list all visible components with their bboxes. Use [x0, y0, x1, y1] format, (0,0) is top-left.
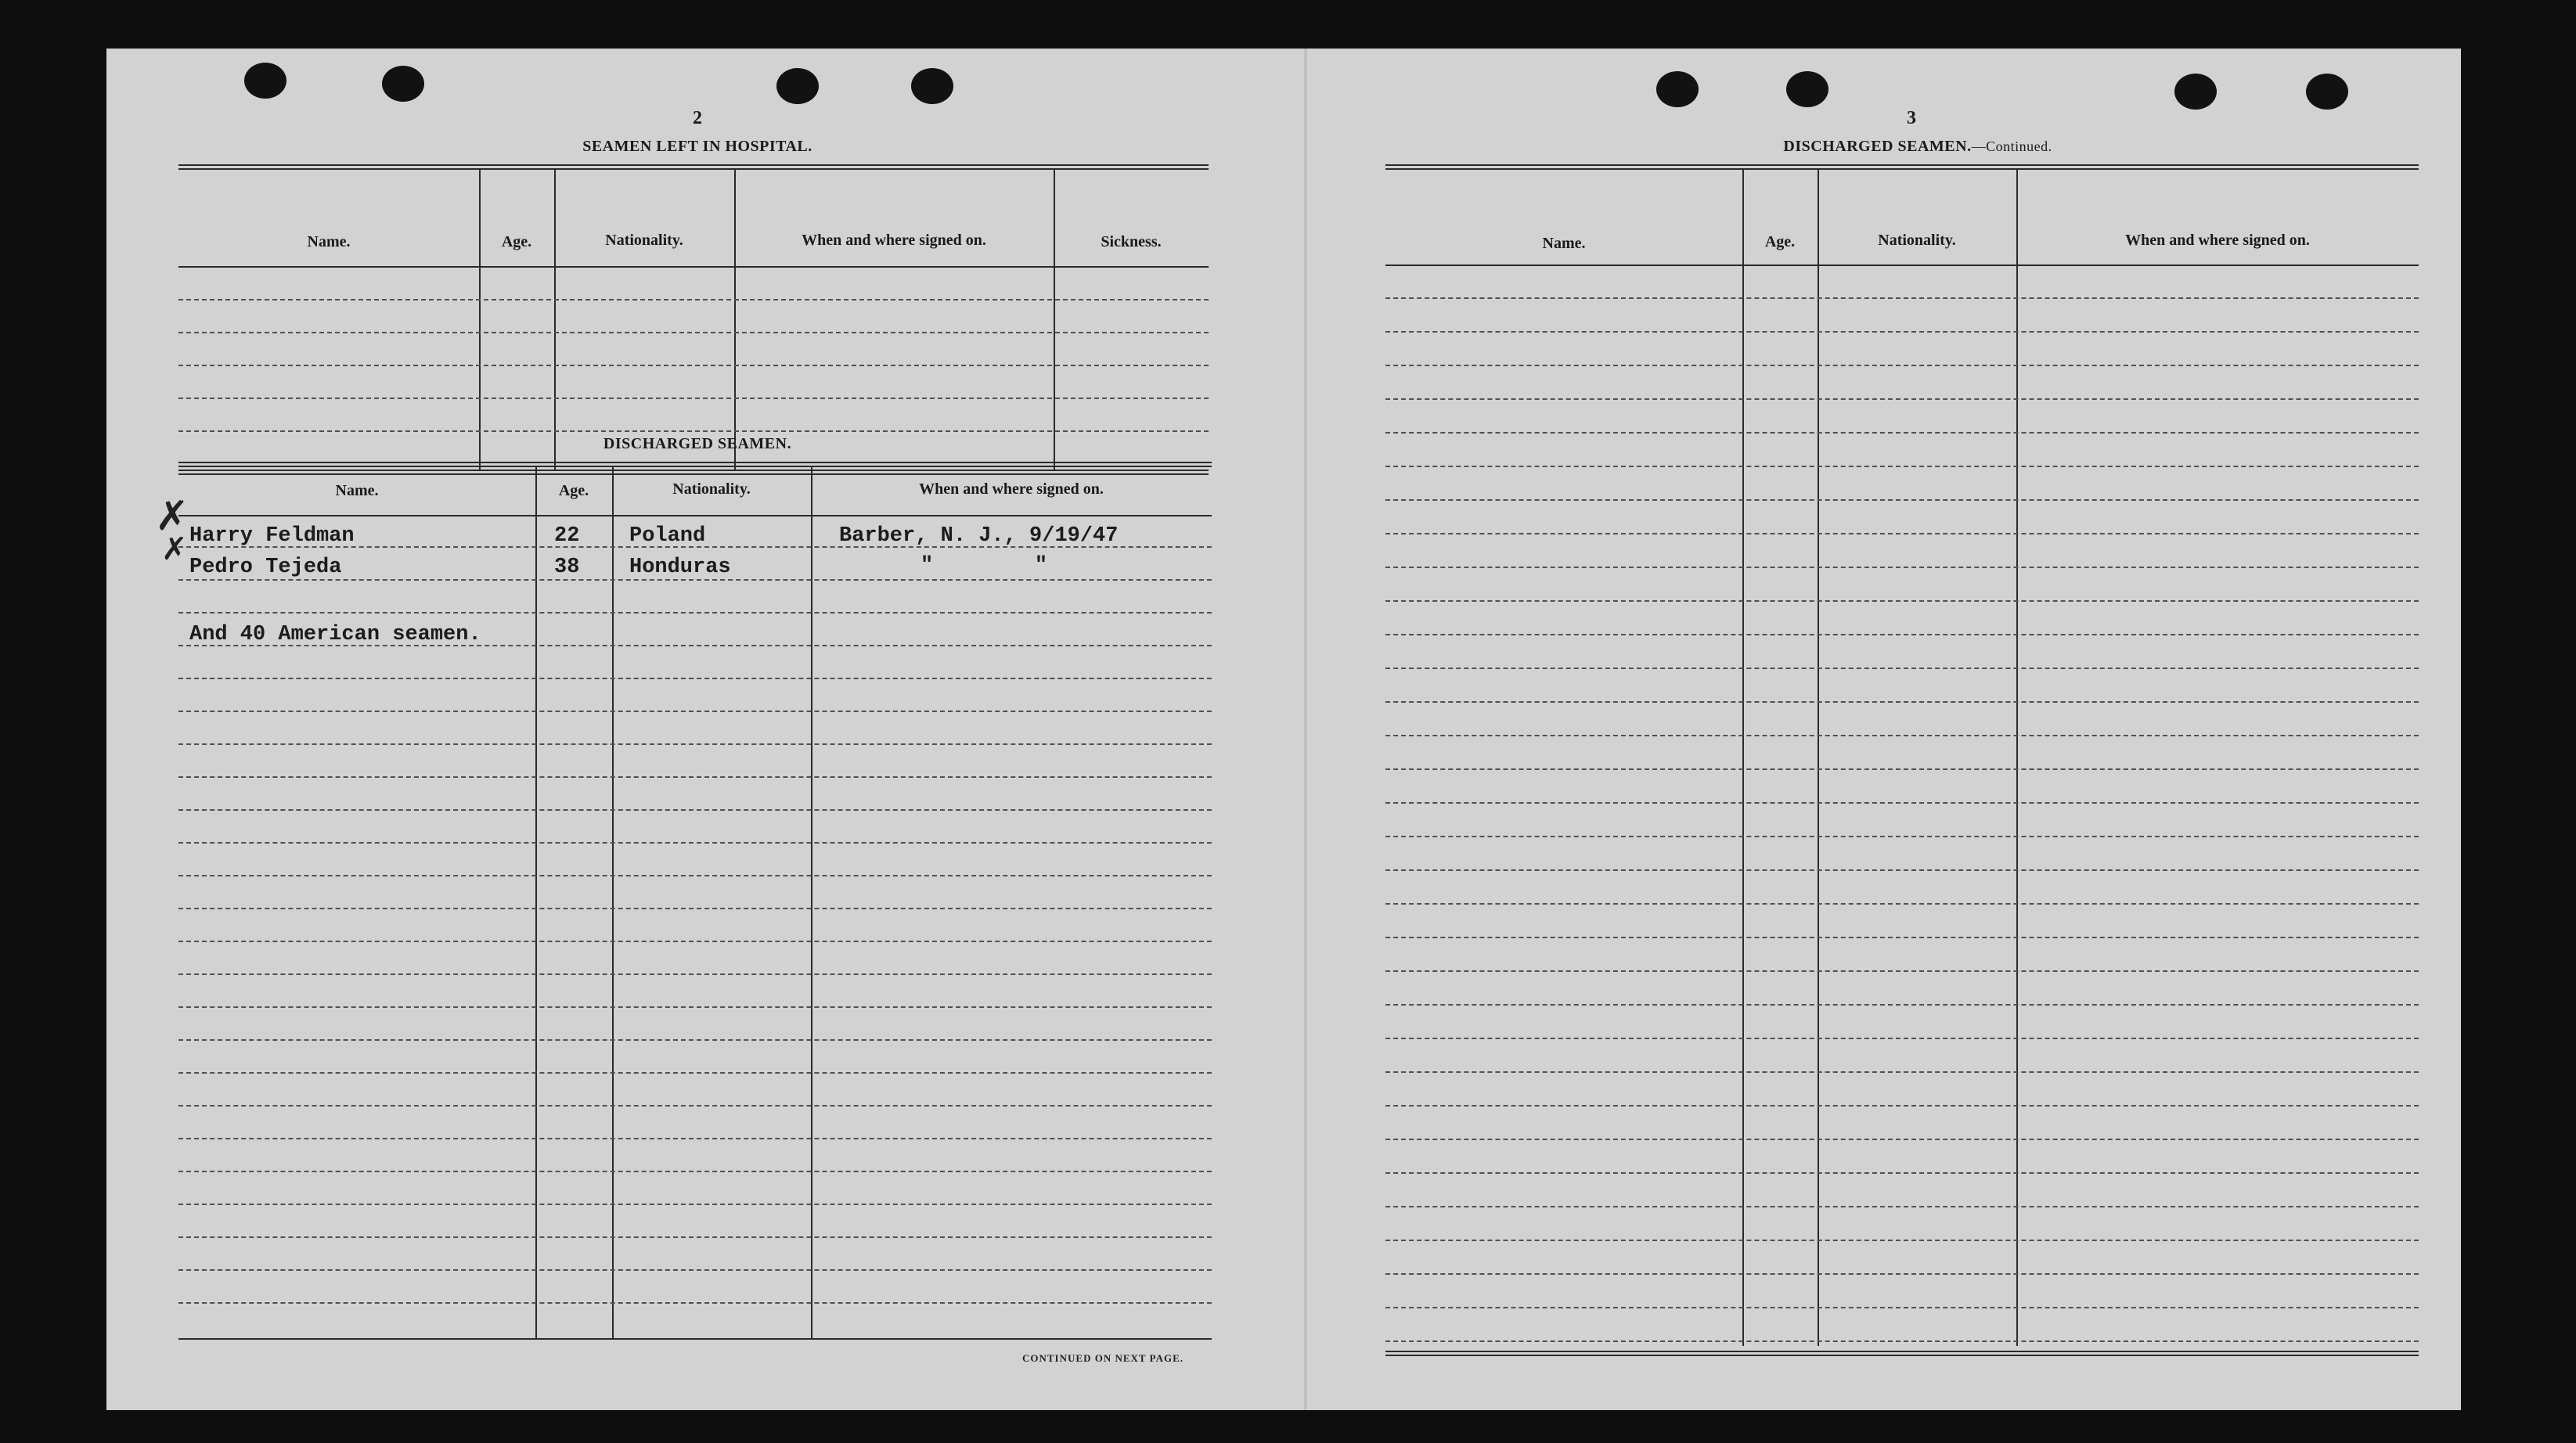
- row-line: [1385, 768, 2419, 770]
- table-bottom-rule: [1385, 1351, 2419, 1356]
- row-line: [1385, 802, 2419, 804]
- row-line: [178, 1171, 1212, 1172]
- column-divider: [1818, 169, 1819, 1346]
- page-number: 2: [693, 108, 702, 128]
- row-line: [178, 1105, 1212, 1107]
- row-line: [1385, 701, 2419, 703]
- column-header-signed-on: When and where signed on.: [802, 232, 986, 249]
- row-line: [178, 1302, 1212, 1304]
- hospital-table: [178, 164, 1209, 477]
- column-divider: [2016, 169, 2018, 1346]
- row-line: [178, 398, 1209, 399]
- seaman-age: 38: [554, 556, 580, 579]
- column-divider: [612, 466, 614, 1338]
- row-line: [1385, 1172, 2419, 1174]
- row-line: [1385, 432, 2419, 434]
- table-bottom-rule: [178, 1338, 1212, 1340]
- row-line: [1385, 1307, 2419, 1308]
- seaman-name: Pedro Tejeda: [189, 556, 342, 579]
- row-line: [178, 809, 1212, 811]
- column-divider: [554, 169, 556, 470]
- column-header-sickness: Sickness.: [1101, 233, 1162, 250]
- header-rule: [178, 266, 1209, 268]
- row-line: [1385, 937, 2419, 938]
- row-line: [1385, 297, 2419, 299]
- row-line: [178, 299, 1209, 300]
- seaman-signed-on: Barber, N. J., 9/19/47: [839, 524, 1119, 548]
- right-page: [1307, 49, 2461, 1410]
- column-divider: [811, 466, 812, 1338]
- row-line: [178, 612, 1212, 614]
- row-line: [1385, 1240, 2419, 1241]
- row-line: [178, 908, 1212, 909]
- row-line: [178, 1006, 1212, 1008]
- seaman-name: Harry Feldman: [189, 524, 355, 548]
- row-line: [1385, 398, 2419, 400]
- column-header-name: Name.: [307, 233, 351, 250]
- row-line: [178, 875, 1212, 876]
- column-divider: [1742, 169, 1744, 1346]
- row-line: [178, 842, 1212, 844]
- discharged-section-title: DISCHARGED SEAMEN.: [603, 435, 792, 452]
- table-top-rule: [1385, 164, 2419, 170]
- check-mark: ✗: [155, 493, 189, 540]
- column-divider: [535, 466, 537, 1338]
- row-line: [1385, 1004, 2419, 1006]
- column-header-age: Age.: [558, 482, 589, 499]
- row-line: [1385, 600, 2419, 602]
- seaman-signed-on: " ": [921, 554, 1048, 578]
- row-line: [178, 365, 1209, 366]
- column-header-signed-on: When and where signed on.: [2125, 232, 2310, 249]
- row-line: [178, 1269, 1212, 1271]
- row-line: [1385, 466, 2419, 467]
- row-line: [1385, 668, 2419, 669]
- discharged-continued-table: [1385, 164, 2419, 1409]
- column-divider: [1054, 169, 1055, 470]
- continued-footer: CONTINUED ON NEXT PAGE.: [1022, 1352, 1184, 1364]
- row-line: [1385, 1038, 2419, 1039]
- page-number: 3: [1907, 108, 1916, 128]
- row-line: [178, 1204, 1212, 1205]
- row-line: [1385, 331, 2419, 333]
- row-line: [1385, 1273, 2419, 1275]
- row-line: [1385, 533, 2419, 534]
- row-line: [178, 941, 1212, 942]
- discharged-table: [155, 462, 1212, 1346]
- row-line: [1385, 499, 2419, 501]
- row-line: [178, 1072, 1212, 1074]
- row-line: [178, 973, 1212, 975]
- row-line: [1385, 836, 2419, 837]
- row-line: [1385, 1139, 2419, 1140]
- seaman-age: 22: [554, 524, 580, 548]
- column-header-nationality: Nationality.: [605, 232, 683, 249]
- document-spread: [106, 49, 2461, 1410]
- check-mark: ✗: [161, 531, 188, 567]
- row-line: [1385, 869, 2419, 871]
- row-line: [178, 579, 1212, 581]
- column-header-signed-on: When and where signed on.: [919, 480, 1104, 498]
- header-rule: [178, 515, 1212, 516]
- row-line: [178, 776, 1212, 778]
- discharged-continued-title: [1636, 138, 2200, 156]
- heading-main: DISCHARGED SEAMEN.: [1783, 138, 1972, 155]
- row-line: [178, 678, 1212, 679]
- column-divider: [479, 169, 481, 470]
- column-header-nationality: Nationality.: [672, 480, 751, 498]
- row-line: [1385, 1071, 2419, 1073]
- row-line: [178, 711, 1212, 712]
- row-line: [1385, 634, 2419, 635]
- column-header-name: Name.: [1542, 235, 1586, 252]
- row-line: [1385, 1340, 2419, 1342]
- row-line: [178, 1236, 1212, 1238]
- row-line: [178, 430, 1209, 432]
- row-line: [178, 1039, 1212, 1041]
- column-header-age: Age.: [1764, 233, 1796, 250]
- row-line: [1385, 1206, 2419, 1207]
- seamen-note: And 40 American seamen.: [189, 623, 481, 646]
- header-rule: [1385, 264, 2419, 266]
- row-line: [1385, 735, 2419, 736]
- row-line: [1385, 970, 2419, 972]
- column-header-age: Age.: [501, 233, 532, 250]
- row-line: [1385, 1105, 2419, 1107]
- hospital-section-title: SEAMEN LEFT IN HOSPITAL.: [582, 138, 812, 155]
- column-divider: [734, 169, 736, 470]
- row-line: [178, 332, 1209, 333]
- row-line: [1385, 903, 2419, 905]
- left-page: [106, 49, 1304, 1410]
- row-line: [1385, 567, 2419, 568]
- seaman-nationality: Honduras: [629, 556, 731, 579]
- heading-continued: —Continued.: [1971, 139, 2052, 154]
- column-header-name: Name.: [335, 482, 379, 499]
- row-line: [178, 1138, 1212, 1139]
- seaman-nationality: Poland: [629, 524, 706, 548]
- column-header-nationality: Nationality.: [1878, 232, 1956, 249]
- table-top-rule: [178, 462, 1212, 467]
- row-line: [1385, 365, 2419, 366]
- row-line: [178, 743, 1212, 745]
